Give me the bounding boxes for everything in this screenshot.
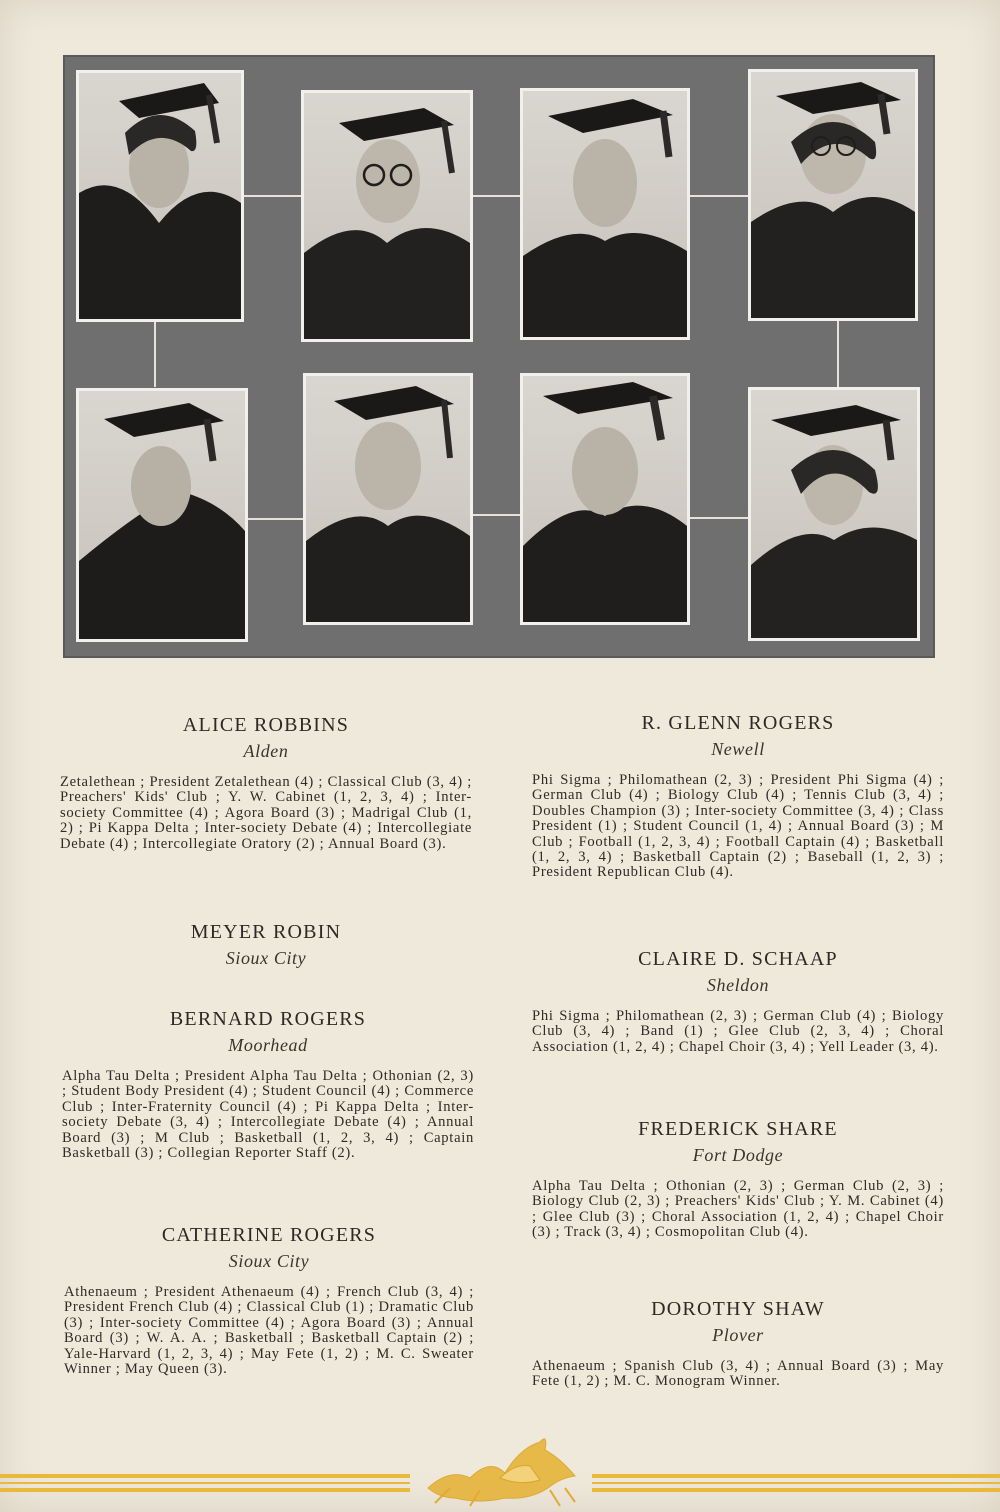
student-activities: Athenaeum ; Spanish Club (3, 4) ; Annual Board (3) ; May Fete (1, 2) ; M. C. Monogram Winner. (532, 1358, 944, 1390)
footer-ornament (0, 1428, 1000, 1512)
graduate-portrait-image (79, 391, 245, 639)
student-name: DOROTHY SHAW (651, 1298, 825, 1320)
connector-line (837, 319, 839, 387)
student-name: MEYER ROBIN (190, 921, 342, 943)
footer-rule-right (592, 1474, 1000, 1492)
graduate-portrait-image (304, 93, 470, 339)
student-hometown: Sioux City (228, 1251, 310, 1271)
connector-line (247, 518, 303, 520)
student-entry (532, 1298, 944, 1390)
student-hometown: Moorhead (228, 1035, 308, 1055)
portrait-photo (76, 70, 244, 322)
student-name: R. GLENN ROGERS (641, 712, 835, 734)
student-hometown: Alden (243, 741, 289, 761)
graduate-portrait-image (751, 72, 915, 318)
graduate-portrait-image (751, 390, 917, 638)
student-activities: Phi Sigma ; Philomathean (2, 3) ; President Phi Sigma (4) ; German Club (4) ; Biology Club (4) ; Tennis Club (3, 4) ; Doubles Champion (3) ; Inter-society Committee (3, 4) ; Class President (1) ; Student Council (1, 4) ; Annual Board (3) ; M Club ; Football (1, 2, 3, 4) ; Football Captain (4) ; Basketball (1, 2, 3, 4) ; Basketball Captain (2) ; Baseball (1, 2, 3) ; President Republican Club (4). (532, 772, 944, 881)
portrait-photo (301, 90, 473, 342)
connector-line (471, 195, 521, 197)
portrait-photo (748, 387, 920, 641)
student-hometown: Sioux City (225, 948, 307, 968)
student-name: CATHERINE ROGERS (161, 1224, 377, 1246)
connector-line (687, 195, 751, 197)
student-entry (64, 1224, 474, 1377)
connector-line (471, 514, 521, 516)
student-name: ALICE ROBBINS (182, 714, 350, 736)
student-entry (62, 1008, 474, 1161)
student-entry (532, 1118, 944, 1241)
student-hometown: Fort Dodge (692, 1145, 784, 1165)
student-activities: Alpha Tau Delta ; President Alpha Tau Delta ; Othonian (2, 3) ; Student Body President (4) ; Student Council (4) ; Commerce Club ; Inter-Fraternity Council (4) ; Pi Kappa Delta ; Inter-society Debate (3, 4) ; Intercollegiate Debate (4) ; Annual Board (3) ; M Club ; Basketball (1, 2, 3, 4) ; Captain Basketball (3) ; Collegian Reporter Staff (2). (62, 1068, 474, 1162)
graduate-portrait-image (79, 73, 241, 319)
student-entry (60, 921, 472, 969)
student-name: CLAIRE D. SCHAAP (638, 948, 838, 970)
pheasant-emblem-icon (428, 1439, 575, 1506)
student-activities: Zetalethean ; President Zetalethean (4) ; Classical Club (3, 4) ; Preachers' Kids' Club ; Y. W. Cabinet (1, 2, 3, 4) ; Inter-society Committee (4) ; Agora Board (3) ; Madrigal Club (1, 2) ; Pi Kappa Delta ; Inter-society Debate (4) ; Intercollegiate Debate (4) ; Intercollegiate Oratory (2) ; Annual Board (3). (60, 774, 472, 852)
student-activities: Athenaeum ; President Athenaeum (4) ; French Club (3, 4) ; President French Club (4) ; Classical Club (1) ; Dramatic Club (3) ; Inter-society Committee (4) ; Agora Board (3) ; Annual Board (3) ; W. A. A. ; Basketball ; Basketball Captain (2) ; Yale-Harvard (1, 2, 3, 4) ; May Fete (1, 2) ; M. C. Sweater Winner ; May Queen (3). (64, 1284, 474, 1378)
student-hometown: Plover (712, 1325, 764, 1345)
student-entry (60, 714, 472, 852)
student-name: BERNARD ROGERS (169, 1008, 367, 1030)
portrait-photo (303, 373, 473, 625)
student-entry (532, 712, 944, 881)
connector-line (687, 517, 751, 519)
student-hometown: Sheldon (706, 975, 770, 995)
graduate-portrait-image (306, 376, 470, 622)
student-entry (532, 948, 944, 1055)
student-activities: Alpha Tau Delta ; Othonian (2, 3) ; German Club (2, 3) ; Biology Club (2, 3) ; Preachers' Kids' Club ; Y. M. Cabinet (4) ; Glee Club (3) ; Choral Association (1, 2, 4) ; Chapel Choir (3) ; Track (3, 4) ; Cosmopolitan Club (4). (532, 1178, 944, 1241)
portrait-photo (520, 373, 690, 625)
portrait-photo (520, 88, 690, 340)
connector-line (243, 195, 303, 197)
footer-rule-left (0, 1474, 410, 1492)
student-hometown: Newell (711, 739, 765, 759)
portrait-photo (748, 69, 918, 321)
graduate-portrait-image (523, 91, 687, 337)
portrait-panel (63, 55, 935, 658)
graduate-portrait-image (523, 376, 687, 622)
student-name: FREDERICK SHARE (638, 1118, 838, 1140)
portrait-photo (76, 388, 248, 642)
student-activities: Phi Sigma ; Philomathean (2, 3) ; German Club (4) ; Biology Club (3, 4) ; Band (1) ; Glee Club (2, 3, 4) ; Choral Association (1, 2, 4) ; Chapel Choir (3, 4) ; Yell Leader (3, 4). (532, 1008, 944, 1055)
connector-line (154, 321, 156, 387)
